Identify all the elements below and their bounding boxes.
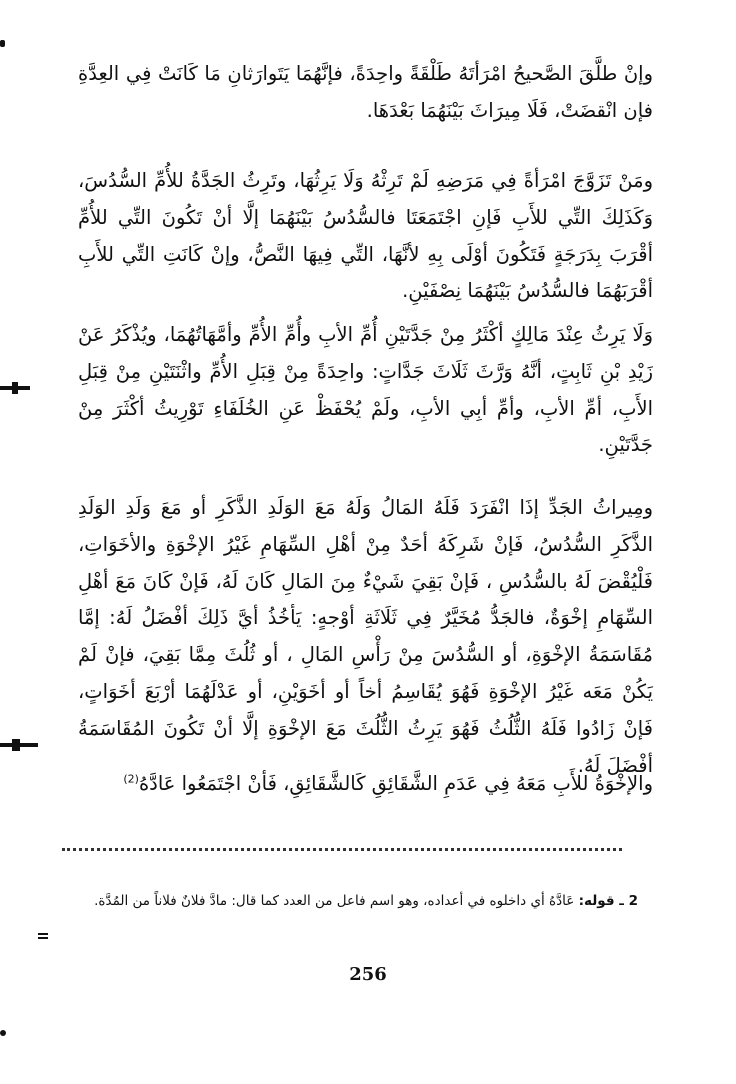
paragraph-two-grandmothers: وَلَا يَرِثُ عِنْدَ مَالِكٍ أكْثَرُ مِنْ جَدَّتَيْنِ أُمِّ الأبِ وأُمِّ الأُمِّ وأمَّهَاتُهُمَا، ويُذْكَرُ عَنْ زَيْدِ بْنِ ثَابِتٍ، أنَّهُ وَرَّثَ ثَلَاثَ جَدَّاتٍ: واحِدَةً مِنْ قِبَلِ الأُمِّ واثْنَتَيْنِ مِنْ قِبَلِ الأَبِ، أمِّ الأبِ، وأمِّ أبِي الأبِ، ولَمْ يُحْفَظْ عَنِ الخُلَفَاءِ تَوْرِيثُ أكْثَرَ مِنْ جَدَّتَيْنِ. (78, 323, 653, 457)
footnote (78, 886, 638, 916)
scan-margin-mark (0, 1030, 6, 1036)
scan-margin-mark (12, 739, 20, 751)
paragraph-paternal-brothers (78, 766, 653, 803)
paragraph-grandfather-inheritance: ومِيراثُ الجَدِّ إذَا انْفَرَدَ فَلَهُ المَالُ وَلَهُ مَعَ الوَلَدِ الذَّكَرِ أو مَعَ وَلَدِ الوَلَدِ الذَّكَرِ السُّدُسُ، فَإنْ شَرِكَهُ أحَدٌ مِنْ أهْلِ السِّهَامِ غَيْرُ الإخْوَةِ والأخَوَاتِ، فَلْيُقْضَ لَهُ بالسُّدُسِ ، فَإنْ بَقِيَ شَيْءٌ مِنَ المَالِ كَانَ لَهُ، فَإنْ كَانَ مَعَ أهْلِ السِّهَامِ إخْوَةٌ، فالجَدُّ مُخَيَّرٌ فِي ثَلَاثَةِ أوْجهٍ: يَأخُذُ أيَّ ذَلِكَ أفْضَلُ لَهُ: إمَّا مُقَاسَمَةُ الإخْوَةِ، أو السُّدُسَ مِنْ رَأْسِ المَالِ ، أو ثُلُثَ مِمَّا بَقِيَ، فإنْ لَمْ يَكُنْ مَعَه غَيْرُ الإخْوَةِ فَهُوَ يُقَاسِمُ أخاً أو أخَوَيْنِ، أو عَدْلَهُمَا أرْبَعَ أخَوَاتٍ، فَإنْ زَادُوا فَلَهُ الثُّلُثُ فَهُوَ يَرِثُ الثُّلُثَ مَعَ الإخْوَةِ إلَّا أنْ تَكُونَ المُقَاسَمَةُ أفْضَلَ لَهُ. (78, 496, 653, 777)
scan-margin-mark (12, 382, 18, 394)
paragraph-grandmother-share: ومَنْ تَزَوَّجَ امْرَأةً فِي مَرَضِهِ لَمْ تَرِثْهُ وَلَا يَرِثُهَا، وتَرِثُ الجَدَّةُ للأُمِّ السُّدُسَ، وَكَذَلِكَ التِّي للأَبِ فَإنِ اجْتَمَعَتَا فالسُّدُسُ بَيْنَهُمَا إلَّا أنْ تَكُونَ التِّي للأُمِّ أقْرَبَ بِدَرَجَةٍ فَتَكُونَ أوْلَى بِهِ لأنَّهَا، التِّي فِيهَا النَّصُّ، وإنْ كَانَتِ التِّي للأَبِ أقْرَبَهُمَا فالسُّدُسُ بَيْنَهُمَا نِصْفَيْنِ. (78, 169, 653, 303)
scan-margin-mark (38, 933, 48, 935)
footnote-number: 2 ـ قوله: (578, 893, 638, 909)
footnote-reference[interactable]: (2) (123, 772, 139, 786)
paragraph-paternal-brothers-text: والإخْوَةُ للأَبِ مَعَهُ فِي عَدَمِ الشَّقَائِقِ كَالشَّقَائِقِ، فَأنْ اجْتَمَعُوا عَادَّهُ (138, 772, 653, 795)
footnote-text: عَادَّهُ أي داخلوه في أعداده، وهو اسم فاعل من العدد كما قال: مادَّ فلانٌ فلاناً من المُدَّة. (94, 893, 575, 909)
paragraph-divorce-inheritance: وإنْ طلَّقَ الصَّحيحُ امْرَأتَهُ طَلْقَةً واحِدَةً، فإنَّهُمَا يَتَوارَثانِ مَا كَانَتْ فِي العِدَّةِ فإن انْقضَتْ، فَلَا مِيرَاثَ بَيْنَهُمَا بَعْدَهَا. (78, 62, 653, 122)
footnote-separator (62, 848, 622, 851)
scan-margin-mark (38, 937, 48, 939)
page-number: 256 (349, 964, 387, 985)
scan-margin-mark (0, 40, 5, 47)
